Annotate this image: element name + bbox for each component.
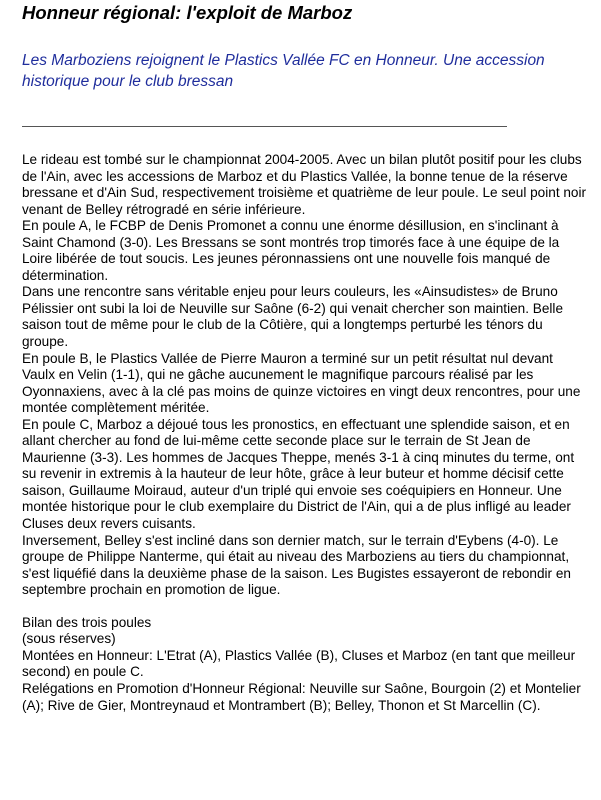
paragraph: En poule A, le FCBP de Denis Promonet a connu une énorme désillusion, en s'inclinant à Saint Chamond (3-0). Les Bressans se sont montrés trop timorés face à une équipe de la Loire libérée de tout soucis. Les jeunes péronnassiens ont une nouvelle fois manqué de détermination. <box>22 218 560 283</box>
summary-promotions: Montées en Honneur: L'Etrat (A), Plastics Vallée (B), Cluses et Marboz (en tant que meilleur second) en poule C. <box>22 647 576 680</box>
article-title: Honneur régional: l'exploit de Marboz <box>22 2 353 23</box>
paragraph: Le rideau est tombé sur le championnat 2004-2005. Avec un bilan plutôt positif pour les clubs de l'Ain, avec les accessions de Marboz et du Plastics Vallée, la bonne tenue de la réserve bressane et d'Ain Sud, respectivement troisième et quatrième de leur poule. Le seul point noir venant de Belley rétrogradé en série inférieure. <box>22 152 587 217</box>
summary-heading: Bilan des trois poules <box>22 614 152 630</box>
paragraph: Inversement, Belley s'est incliné dans son dernier match, sur le terrain d'Eybens (4-0). Le groupe de Philippe Nanterme, qui était au niveau des Marboziens au tiers du championnat, s'est liquéfié dans la deuxième phase de la saison. Les Bugistes essayeront de rebondir en septembre prochain en promotion de ligue. <box>22 532 571 598</box>
article-subtitle: Les Marboziens rejoignent le Plastics Vallée FC en Honneur. Une accession historique pour le club bressan <box>22 52 545 90</box>
summary-relegations: Relégations en Promotion d'Honneur Régional: Neuville sur Saône, Bourgoin (2) et Montelier (A); Rive de Gier, Montreynaud et Montrambert (B); Belley, Thonon et St Marcellin (C). <box>22 680 581 713</box>
paragraph: Dans une rencontre sans véritable enjeu pour leurs couleurs, les «Ainsudistes» de Bruno Pélissier ont subi la loi de Neuville sur Saône (6-2) qui venait chercher son maintien. Belle saison tout de même pour le club de la Côtière, qui a longtemps perturbé les ténors du groupe. <box>22 284 564 350</box>
divider <box>22 126 507 127</box>
article-body <box>22 152 587 714</box>
paragraph: En poule C, Marboz a déjoué tous les pronostics, en effectuant une splendide saison, et en allant chercher au fond de lui-même cette seconde place sur le terrain de St Jean de Maurienne (3-3). Les hommes de Jacques Theppe, menés 3-1 à cinq minutes du terme, ont su revenir in extremis à la hauteur de leur hôte, grâce à leur buteur et homme décisif cette saison, Guillaume Moiraud, auteur d'un triplé qui envoie ses coéquipiers en Honneur. Une montée historique pour le club exemplaire du District de l'Ain, qui a de plus infligé au leader Cluses deux revers cuisants. <box>22 416 575 532</box>
spacer <box>22 599 587 615</box>
summary-note: (sous réserves) <box>22 631 116 647</box>
paragraph: En poule B, le Plastics Vallée de Pierre Mauron a terminé sur un petit résultat nul devant Vaulx en Velin (1-1), qui ne gâche aucunement le magnifique parcours réalisé par les Oyonnaxiens, avec à la clé pas moins de quinze victoires en vingt deux rencontres, pour une montée complètement méritée. <box>22 350 581 416</box>
